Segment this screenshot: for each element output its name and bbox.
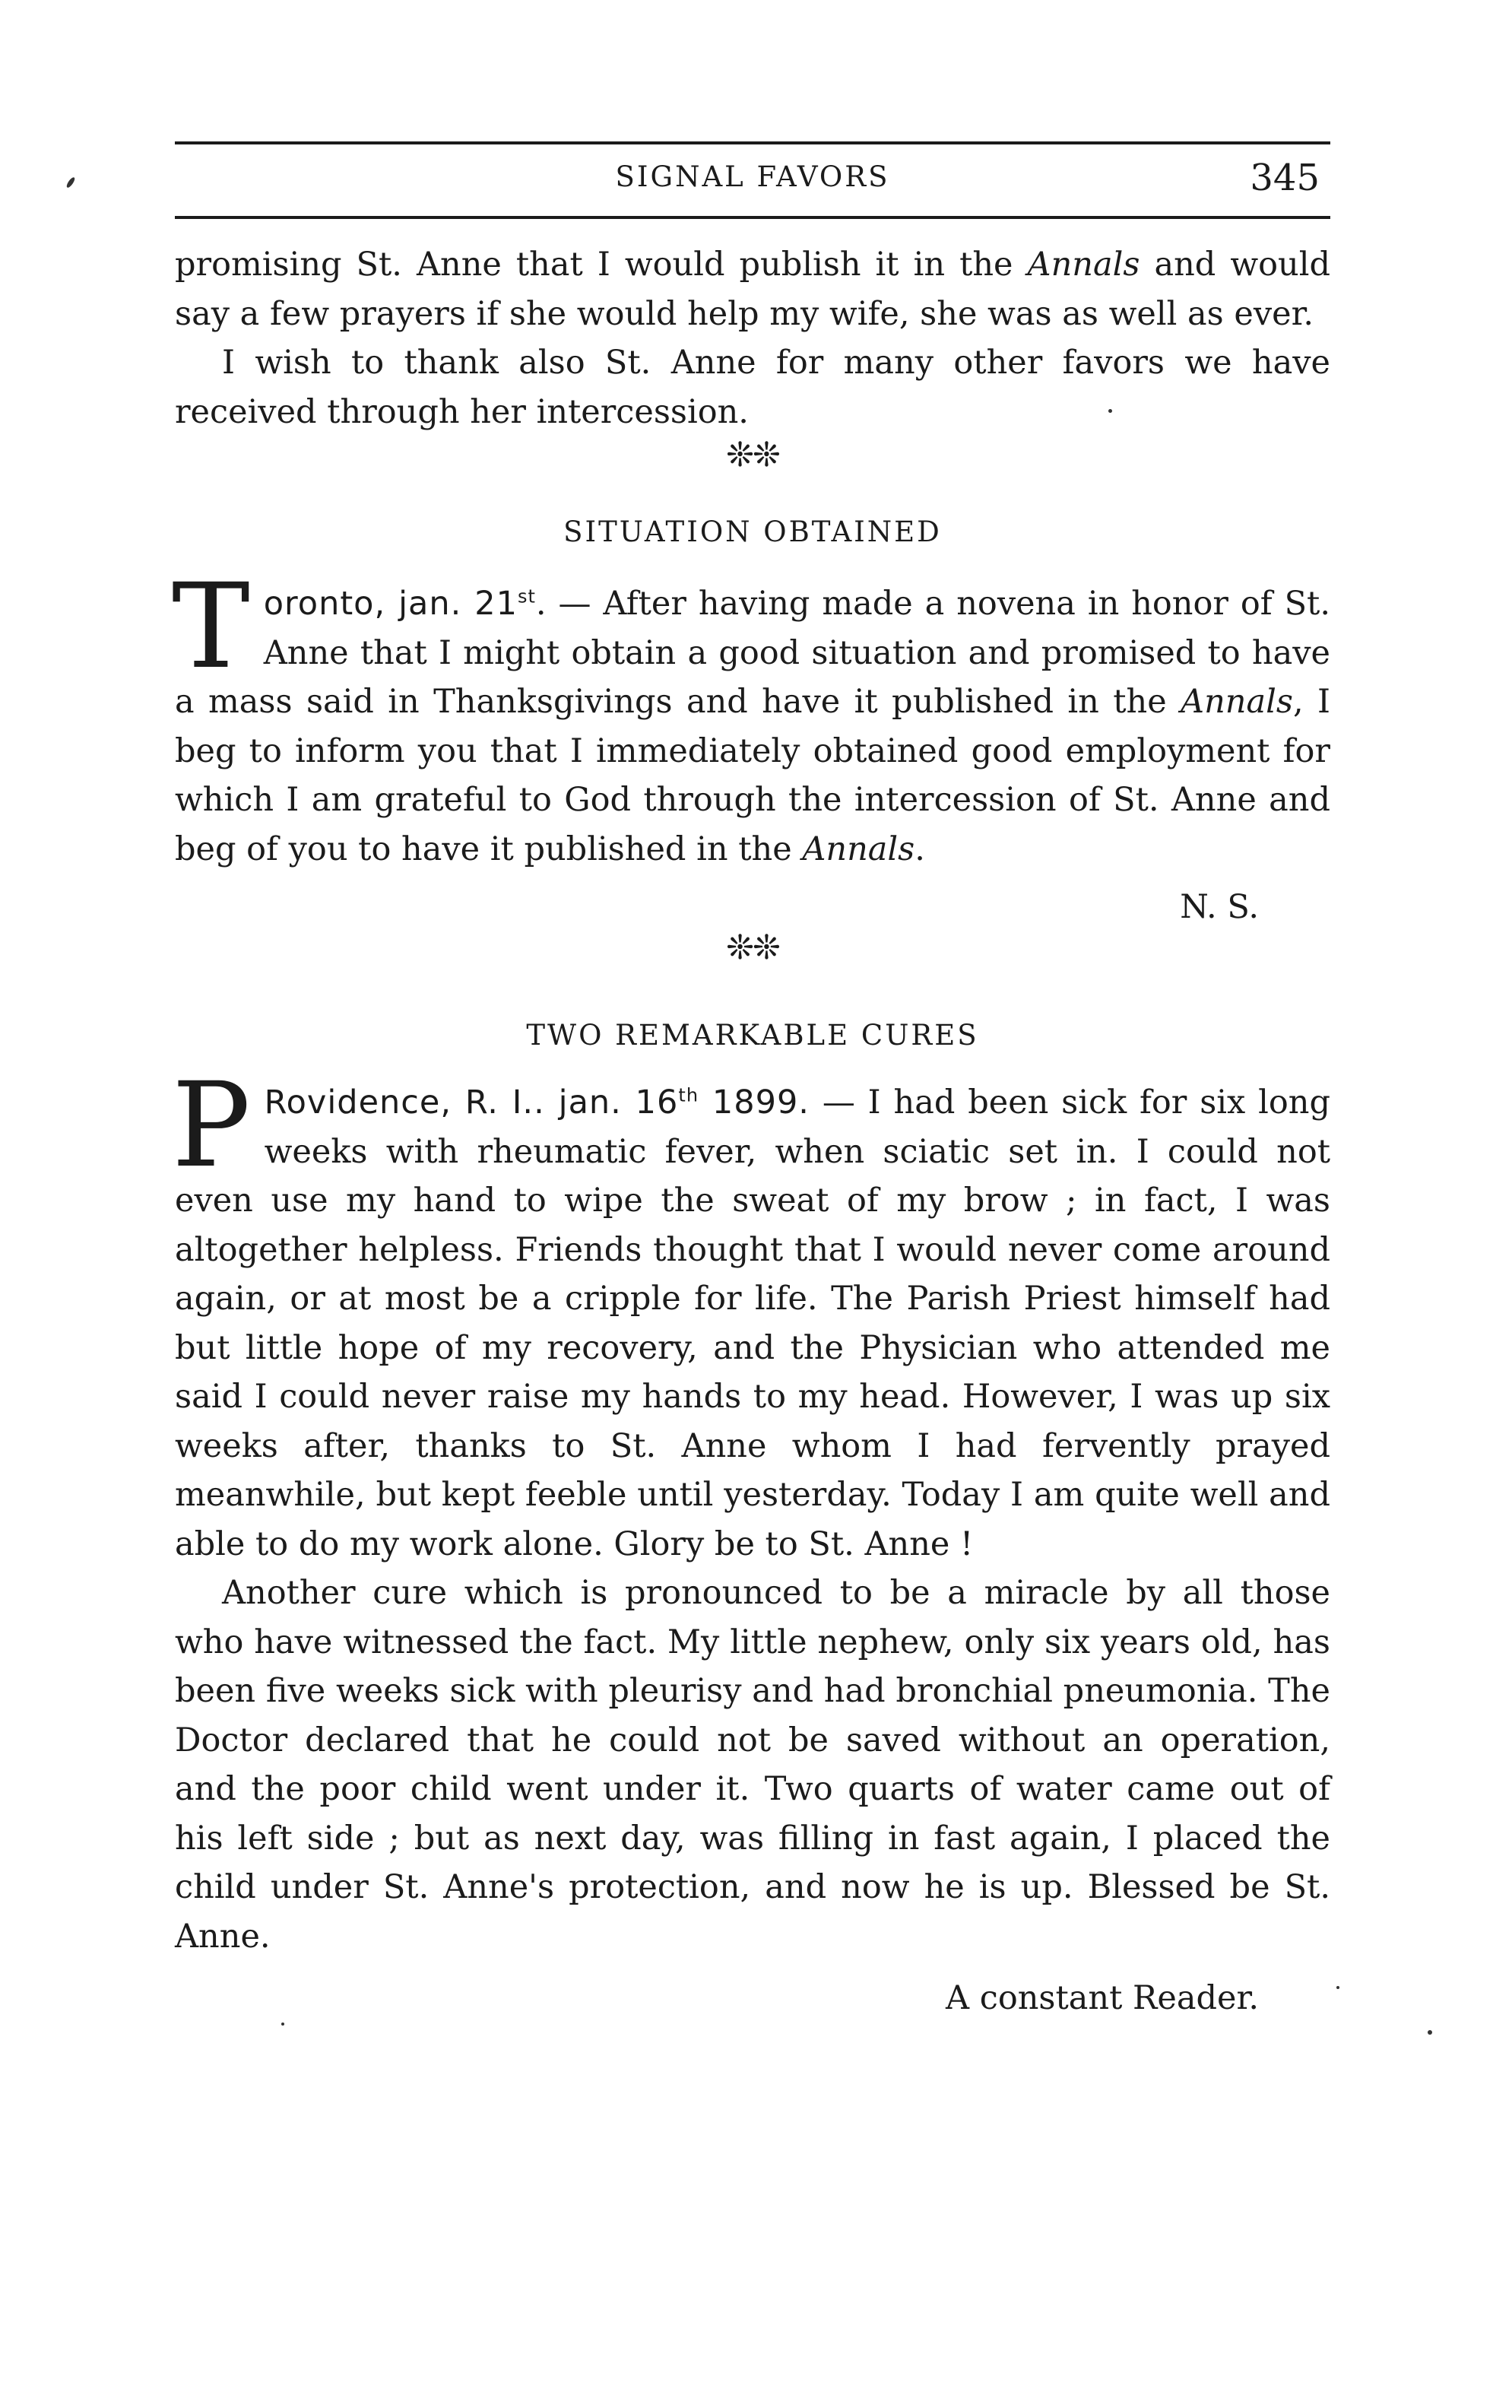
dropcap-t: T	[172, 559, 250, 695]
cures-paragraph-1: P Rovidence, R. I.. jan. 16th 1899. — I had been sick for six long weeks with rheumatic fever, when sciatic set in. I could not even use my hand to wipe the sweat of my brow ; in fact, I was altogether helpless. Friends thought that I would never come around again, or at most be a cripple for life. The Parish Priest himself had but little hope of my recovery, and the Physician who attended me said I could never raise my hands to my head. However, I was up six weeks after, thanks to St. Anne whom I had fervently prayed meanwhile, but kept feeble until yesterday. Today I am quite well and able to do my work alone. Glory be to St. Anne !	[172, 1058, 1330, 1563]
lead-in-toronto: oronto, jan. 21st	[263, 585, 536, 623]
section-heading-situation-obtained: SITUATION OBTAINED	[563, 516, 942, 548]
cures-paragraph-2: Another cure which is pronounced to be a miracle by all those who have witnessed the fact. My little nephew, only six years old, has been five weeks sick with pleurisy and had bronchial pneumonia. The Doctor declared that he could not be saved without an operation, and the poor child went under it. Two quarts of water came out of his left side ; but as next day, was filling in fast again, I placed the child under St. Anne's protection, and now he is up. Blessed be St. Anne.	[175, 1574, 1330, 1956]
section-cures	[172, 0, 1330, 2408]
ornament-divider: ❊❊	[726, 928, 779, 967]
lead-in-providence: Rovidence, R. I.. jan. 16th 1899.	[264, 1083, 810, 1122]
intro-paragraph-2: I wish to thank also St. Anne for many other favors we have received through her intercession.	[175, 344, 1330, 431]
annals-title: Annals	[1027, 246, 1140, 284]
ink-speck	[1428, 2030, 1432, 2035]
page-number: 345	[1250, 157, 1320, 199]
ornament-divider: ❊❊	[726, 436, 779, 474]
section-heading-two-remarkable-cures: TWO REMARKABLE CURES	[526, 1019, 979, 1052]
running-title: SIGNAL FAVORS	[615, 160, 890, 193]
situation-paragraph: Toronto, jan. 21st. — After having made a novena in honor of St. Anne that I might obtain a good situation and promised to have a mass said in Thanksgivings and have it published in the Annals, I beg to inform you that I immediately obtained good employment for which I am grateful to God through the intercession of St. Anne and beg of you to have it published in the Annals.	[172, 559, 1330, 868]
dropcap-p: P	[172, 1058, 251, 1194]
ink-mark	[65, 176, 76, 189]
ink-speck	[1108, 409, 1112, 413]
intro-paragraph-1: promising St. Anne that I would publish it in the Annals and would say a few prayers if she would help my wife, she was as well as ever.	[175, 246, 1331, 333]
signature-constant-reader: A constant Reader.	[946, 1979, 1259, 2017]
signature-ns: N. S.	[1180, 888, 1259, 926]
ink-speck	[281, 2023, 284, 2026]
ink-speck	[1336, 1986, 1339, 1989]
